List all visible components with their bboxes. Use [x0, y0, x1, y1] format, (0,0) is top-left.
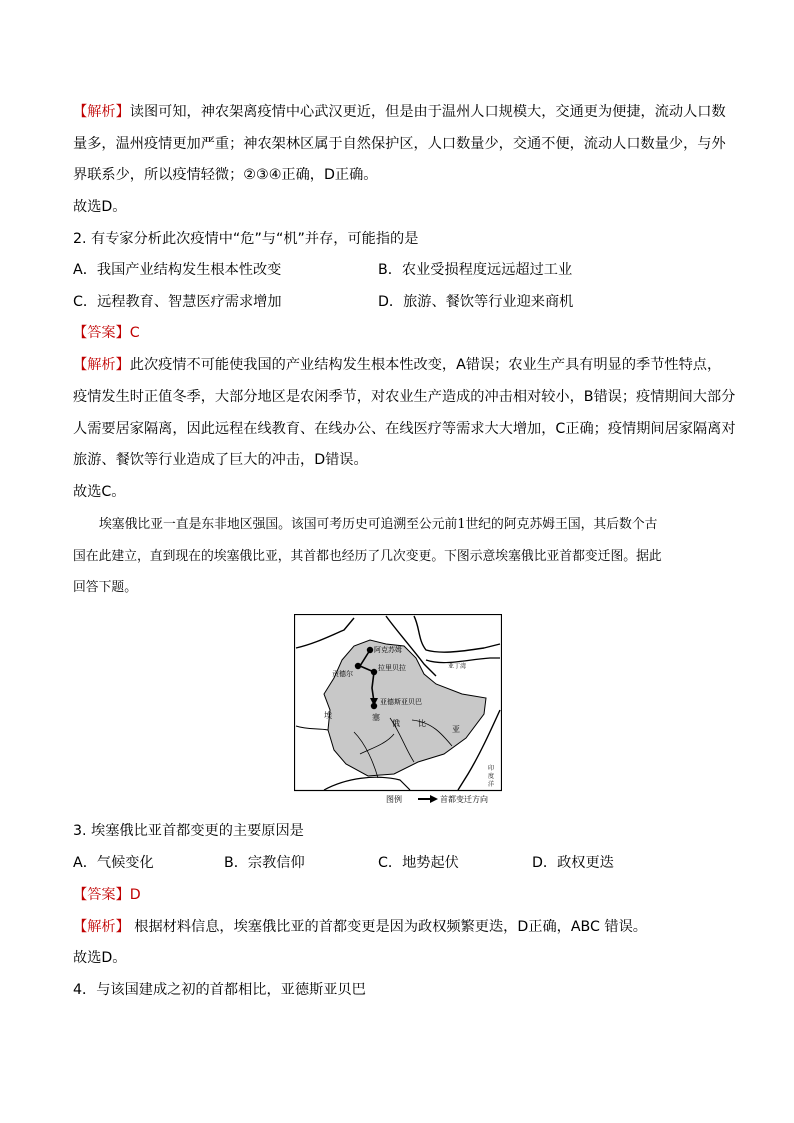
q2-analysis-line-3: 人需要居家隔离，因此远程在线教育、在线办公、在线医疗等需求大大增加，C正确；疫情期间居家隔离对 [73, 421, 736, 437]
passage-line-1: 埃塞俄比亚一直是东非地区强国。该国可考历史可追溯至公元前1世纪的阿克苏姆王国，其后数个古 [99, 517, 658, 532]
passage-line-2: 国在此建立，直到现在的埃塞俄比亚，其首都也经历了几次变更。下图示意埃塞俄比亚首都变迁图。据此 [73, 549, 662, 564]
q2-answer-tag: 【答案】 [73, 325, 130, 341]
q2-analysis-text-1: 此次疫情不可能使我国的产业结构发生根本性改变，A错误；农业生产具有明显的季节性特点， [129, 357, 722, 373]
passage-line-3: 回答下题。 [73, 580, 137, 595]
country-char-2: 塞 [372, 713, 380, 722]
q2-option-b: B．农业受损程度远远超过工业 [378, 262, 573, 278]
q3-conclusion: 故选D。 [73, 950, 127, 966]
label-gulf: 亚丁湾 [448, 663, 467, 670]
q2-analysis-tag: 【解析】 [73, 357, 130, 373]
q3-option-b: B．宗教信仰 [224, 855, 305, 871]
q2-option-a: A．我国产业结构发生根本性改变 [73, 262, 282, 278]
country-char-4: 比 [418, 719, 426, 728]
label-addis: 亚德斯亚贝巴 [380, 698, 422, 706]
ethiopia-capital-map [294, 614, 502, 806]
label-gondar: 贡德尔 [332, 670, 353, 678]
q3-analysis-text: 根据材料信息，埃塞俄比亚的首都变更是因为政权频繁更迭，D正确，ABC 错误。 [129, 919, 647, 935]
q1-conclusion: 故选D。 [73, 199, 127, 215]
q3-option-a: A．气候变化 [73, 855, 154, 871]
label-ocean-1: 印 [488, 765, 495, 772]
legend-label: 图例 [386, 795, 402, 804]
q3-analysis-tag: 【解析】 [73, 919, 130, 935]
label-lalibela: 拉里贝拉 [378, 664, 406, 672]
q3-answer [73, 887, 141, 903]
q2-answer [73, 325, 140, 341]
q2-analysis-line-2: 疫情发生时正值冬季，大部分地区是农闲季节，对农业生产造成的冲击相对较小，B错误；疫情期间大部分 [73, 389, 736, 405]
country-char-5: 亚 [452, 725, 460, 734]
q3-option-c: C．地势起伏 [378, 855, 459, 871]
q3-analysis [73, 919, 647, 935]
q4-question: 4．与该国建成之初的首都相比，亚德斯亚贝巴 [73, 982, 366, 998]
country-char-3: 俄 [392, 719, 400, 728]
city-dot-addis [371, 703, 377, 709]
q1-analysis-tag: 【解析】 [73, 104, 130, 120]
label-aksum: 阿克苏姆 [374, 646, 402, 654]
q2-option-d: D．旅游、餐饮等行业迎来商机 [378, 294, 574, 310]
city-dot-aksum [367, 647, 373, 653]
q1-analysis-line-1 [73, 104, 726, 120]
q2-conclusion: 故选C。 [73, 484, 126, 500]
q1-analysis-text-1: 读图可知，神农架离疫情中心武汉更近，但是由于温州人口规模大，交通更为便捷，流动人口数 [129, 104, 726, 120]
q1-analysis-line-2: 量多，温州疫情更加严重；神农架林区属于自然保护区，人口数量少，交通不便，流动人口数量少，与外 [73, 136, 726, 152]
q2-question: 2. 有专家分析此次疫情中“危”与“机”并存，可能指的是 [73, 231, 419, 247]
q3-answer-value: D [129, 887, 141, 903]
legend-arrow-head [430, 795, 438, 803]
country-char-1: 埃 [324, 711, 332, 720]
q3-answer-tag: 【答案】 [73, 887, 130, 903]
label-ocean-2: 度 [488, 773, 495, 780]
city-dot-gondar [355, 663, 361, 669]
city-dot-lalibela [371, 669, 377, 675]
q2-answer-value: C [129, 325, 140, 341]
q3-option-d: D．政权更迭 [532, 855, 614, 871]
label-ocean-3: 洋 [488, 781, 495, 788]
q3-question: 3. 埃塞俄比亚首都变更的主要原因是 [73, 823, 304, 839]
q2-analysis-line-4: 旅游、餐饮等行业造成了巨大的冲击，D错误。 [73, 452, 368, 468]
legend-text: 首都变迁方向 [440, 795, 488, 804]
q2-option-c: C．远程教育、智慧医疗需求增加 [73, 294, 282, 310]
q1-analysis-line-3: 界联系少，所以疫情轻微；②③④正确，D正确。 [73, 167, 378, 183]
q2-analysis-line-1 [73, 357, 721, 373]
